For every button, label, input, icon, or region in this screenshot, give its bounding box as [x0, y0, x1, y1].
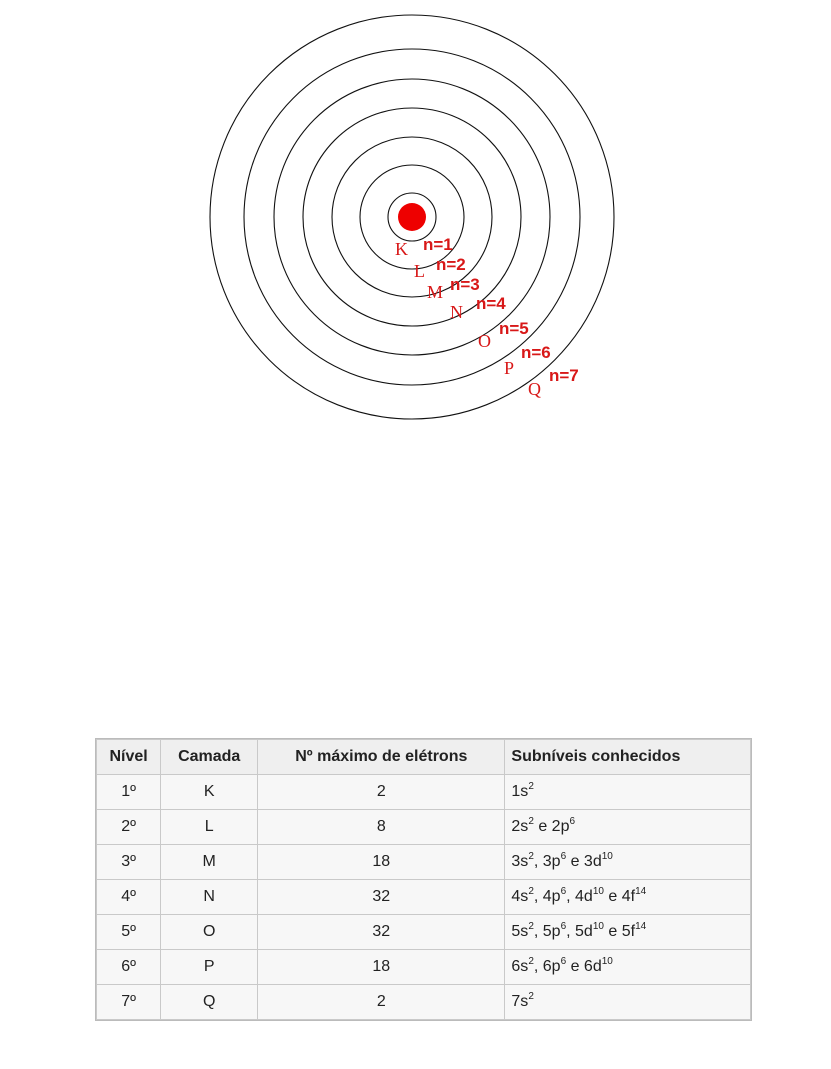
sublevel-text: e 5f	[603, 923, 636, 940]
sublevel-electron-count: 2	[528, 851, 534, 862]
sublevel-electron-count: 2	[528, 956, 534, 967]
sublevel-text: e 4f	[603, 888, 636, 905]
sublevel-text: , 5d	[566, 923, 593, 940]
cell-sublevels	[505, 985, 750, 1019]
cell-sublevels	[505, 915, 750, 949]
shell-labels	[395, 235, 579, 399]
cell-max-electrons: 18	[258, 845, 504, 879]
cell-shell: M	[161, 845, 257, 879]
cell-max-electrons: 32	[258, 915, 504, 949]
shell-letter-m: M	[427, 282, 444, 302]
shell-number-3: n=3	[450, 275, 480, 294]
sublevel-electron-count: 6	[560, 886, 567, 897]
sublevel-text: e 2p	[533, 818, 570, 835]
shell-letter-l: L	[414, 261, 425, 281]
shell-letter-q: Q	[528, 379, 541, 399]
sublevel-text: , 4p	[533, 888, 561, 905]
shell-number-6: n=6	[521, 343, 551, 362]
table-row	[97, 915, 750, 949]
cell-level: 3º	[97, 845, 160, 879]
cell-level: 4º	[97, 880, 160, 914]
cell-shell: P	[161, 950, 257, 984]
cell-level: 1º	[97, 775, 160, 809]
header-shell: Camada	[161, 740, 257, 774]
cell-shell: K	[161, 775, 257, 809]
sublevel-electron-count: 2	[528, 886, 534, 897]
sublevel-electron-count: 10	[601, 851, 613, 862]
sublevel-electron-count: 2	[528, 991, 534, 1002]
sublevel-electron-count: 2	[528, 921, 534, 932]
sublevel-text: 1s	[511, 783, 529, 800]
shell-number-1: n=1	[423, 235, 453, 254]
shell-letter-k: K	[395, 239, 408, 259]
sublevel-electron-count: 2	[528, 781, 534, 792]
sublevel-text: , 5p	[533, 923, 561, 940]
shell-number-7: n=7	[549, 366, 579, 385]
nucleus	[398, 203, 426, 231]
cell-shell: L	[161, 810, 257, 844]
sublevel-text: , 6p	[533, 958, 561, 975]
cell-max-electrons: 18	[258, 950, 504, 984]
cell-max-electrons: 2	[258, 775, 504, 809]
shell-number-2: n=2	[436, 255, 466, 274]
sublevel-text: 5s	[511, 923, 529, 940]
sublevel-text: 4s	[511, 888, 529, 905]
cell-shell: Q	[161, 985, 257, 1019]
header-sublevels: Subníveis conhecidos	[505, 740, 750, 774]
cell-level: 6º	[97, 950, 160, 984]
table-row	[97, 985, 750, 1019]
header-max-electrons: Nº máximo de elétrons	[258, 740, 504, 774]
sublevel-text: 2s	[511, 818, 529, 835]
sublevel-text: 7s	[511, 993, 529, 1010]
cell-level: 7º	[97, 985, 160, 1019]
table-row	[97, 775, 750, 809]
sublevel-text: 6s	[511, 958, 529, 975]
cell-shell: O	[161, 915, 257, 949]
table-header-row	[97, 740, 750, 774]
table-row	[97, 810, 750, 844]
cell-sublevels	[505, 880, 750, 914]
sublevel-electron-count: 6	[560, 956, 567, 967]
sublevel-text: 3s	[511, 853, 529, 870]
sublevel-text: e 6d	[566, 958, 602, 975]
sublevel-electron-count: 10	[592, 886, 604, 897]
sublevel-text: , 3p	[533, 853, 561, 870]
header-level: Nível	[97, 740, 160, 774]
sublevel-electron-count: 10	[601, 956, 613, 967]
cell-sublevels	[505, 950, 750, 984]
shell-letter-n: N	[450, 302, 463, 322]
shell-letter-o: O	[478, 331, 491, 351]
shell-letter-p: P	[504, 358, 515, 378]
cell-shell: N	[161, 880, 257, 914]
sublevel-text: , 4d	[566, 888, 593, 905]
sublevel-electron-count: 6	[560, 921, 567, 932]
sublevel-electron-count: 6	[569, 816, 576, 827]
cell-level: 2º	[97, 810, 160, 844]
energy-levels-table	[95, 738, 752, 1021]
table-body	[97, 775, 750, 1019]
cell-sublevels	[505, 845, 750, 879]
cell-max-electrons: 2	[258, 985, 504, 1019]
table-row	[97, 845, 750, 879]
cell-level: 5º	[97, 915, 160, 949]
sublevel-electron-count: 14	[635, 886, 647, 897]
shell-number-4: n=4	[476, 294, 506, 313]
sublevel-electron-count: 10	[592, 921, 604, 932]
sublevel-text: e 3d	[566, 853, 602, 870]
cell-max-electrons: 8	[258, 810, 504, 844]
atom-shell-diagram	[0, 0, 831, 440]
table-row	[97, 950, 750, 984]
cell-max-electrons: 32	[258, 880, 504, 914]
table-row	[97, 880, 750, 914]
sublevel-electron-count: 6	[560, 851, 567, 862]
cell-sublevels	[505, 775, 750, 809]
shell-number-5: n=5	[499, 319, 529, 338]
sublevel-electron-count: 14	[635, 921, 647, 932]
cell-sublevels	[505, 810, 750, 844]
sublevel-electron-count: 2	[528, 816, 534, 827]
